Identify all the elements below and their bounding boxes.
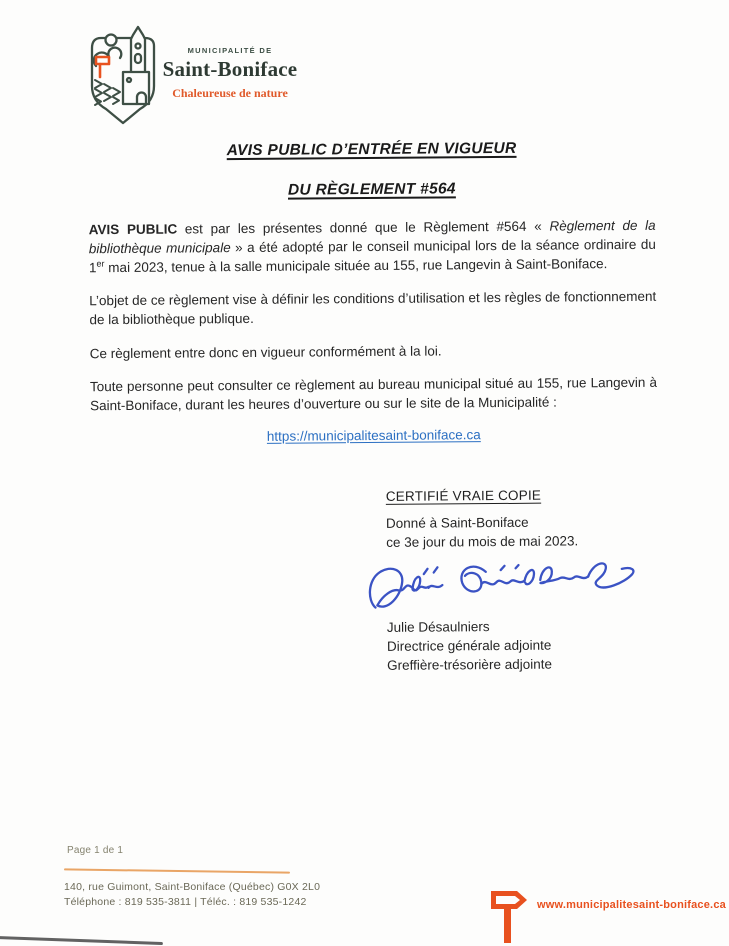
paragraph-1-text: mai 2023, tenue à la salle municipale située au 155, rue Langevin à Saint-Boniface. — [104, 256, 608, 276]
footer-website: www.municipalitesaint-boniface.ca — [537, 899, 726, 911]
notice-paragraph-1 — [89, 216, 656, 277]
certification-block — [386, 485, 659, 675]
paragraph-1-text: » a été adopté par le conseil municipal lors de la séance ordinaire du 1 — [88, 236, 656, 276]
footer-divider — [64, 868, 290, 873]
notice-body — [88, 138, 659, 677]
handwritten-signature — [363, 550, 642, 622]
signatory-title-1: Directrice générale adjointe — [386, 637, 552, 654]
signatory-name: Julie Désaulniers — [386, 619, 490, 635]
notice-paragraph-2: L’objet de ce règlement vise à définir les conditions d’utilisation et les règles de fonctionnement de la bibliothèque publique. — [89, 288, 657, 328]
brand-name: Saint-Boniface — [162, 57, 298, 81]
paragraph-1-text: est par les présentes donné que le Règlement #564 « — [177, 218, 550, 237]
phone-line: Téléphone : 819 535-3811 | Téléc. : 819 535-1242 — [64, 896, 307, 908]
avis-public-lead: AVIS PUBLIC — [88, 221, 178, 238]
municipality-brand — [150, 46, 310, 101]
municipality-website-link[interactable]: https://municipalitesaint-boniface.ca — [266, 427, 481, 444]
regulation-name-italic: Règlement de la bibliothèque municipale — [88, 217, 656, 257]
notice-paragraph-4: Toute personne peut consulter ce règlement au bureau municipal situé au 155, rue Langevin à Saint-Boniface, durant les heures d’ouverture ou sur le site de la Municipalité : — [89, 374, 657, 413]
certified-copy-heading: CERTIFIÉ VRAIE COPIE — [385, 487, 542, 504]
notice-title-line2: DU RÈGLEMENT #564 — [287, 180, 456, 199]
signpost-arrow-icon — [487, 887, 529, 943]
brand-supertitle: MUNICIPALITÉ DE — [187, 46, 273, 55]
given-at-line: Donné à Saint-Boniface — [385, 514, 529, 531]
given-date-line: ce 3e jour du mois de mai 2023. — [386, 533, 579, 550]
brand-tagline: Chaleureuse de nature — [172, 86, 288, 100]
scan-edge-artifact — [0, 936, 163, 945]
notice-paragraph-3: Ce règlement entre donc en vigueur conformément à la loi. — [89, 343, 442, 362]
footer-address — [64, 880, 320, 910]
website-link-row — [90, 424, 657, 447]
signatory-title-2: Greffière-trésorière adjointe — [387, 656, 553, 673]
notice-title-line1: AVIS PUBLIC D’ENTRÉE EN VIGUEUR — [226, 139, 517, 160]
page-number: Page 1 de 1 — [67, 845, 124, 856]
address-line: 140, rue Guimont, Saint-Boniface (Québec) G0X 2L0 — [64, 881, 321, 893]
ordinal-superscript: er — [96, 258, 105, 269]
